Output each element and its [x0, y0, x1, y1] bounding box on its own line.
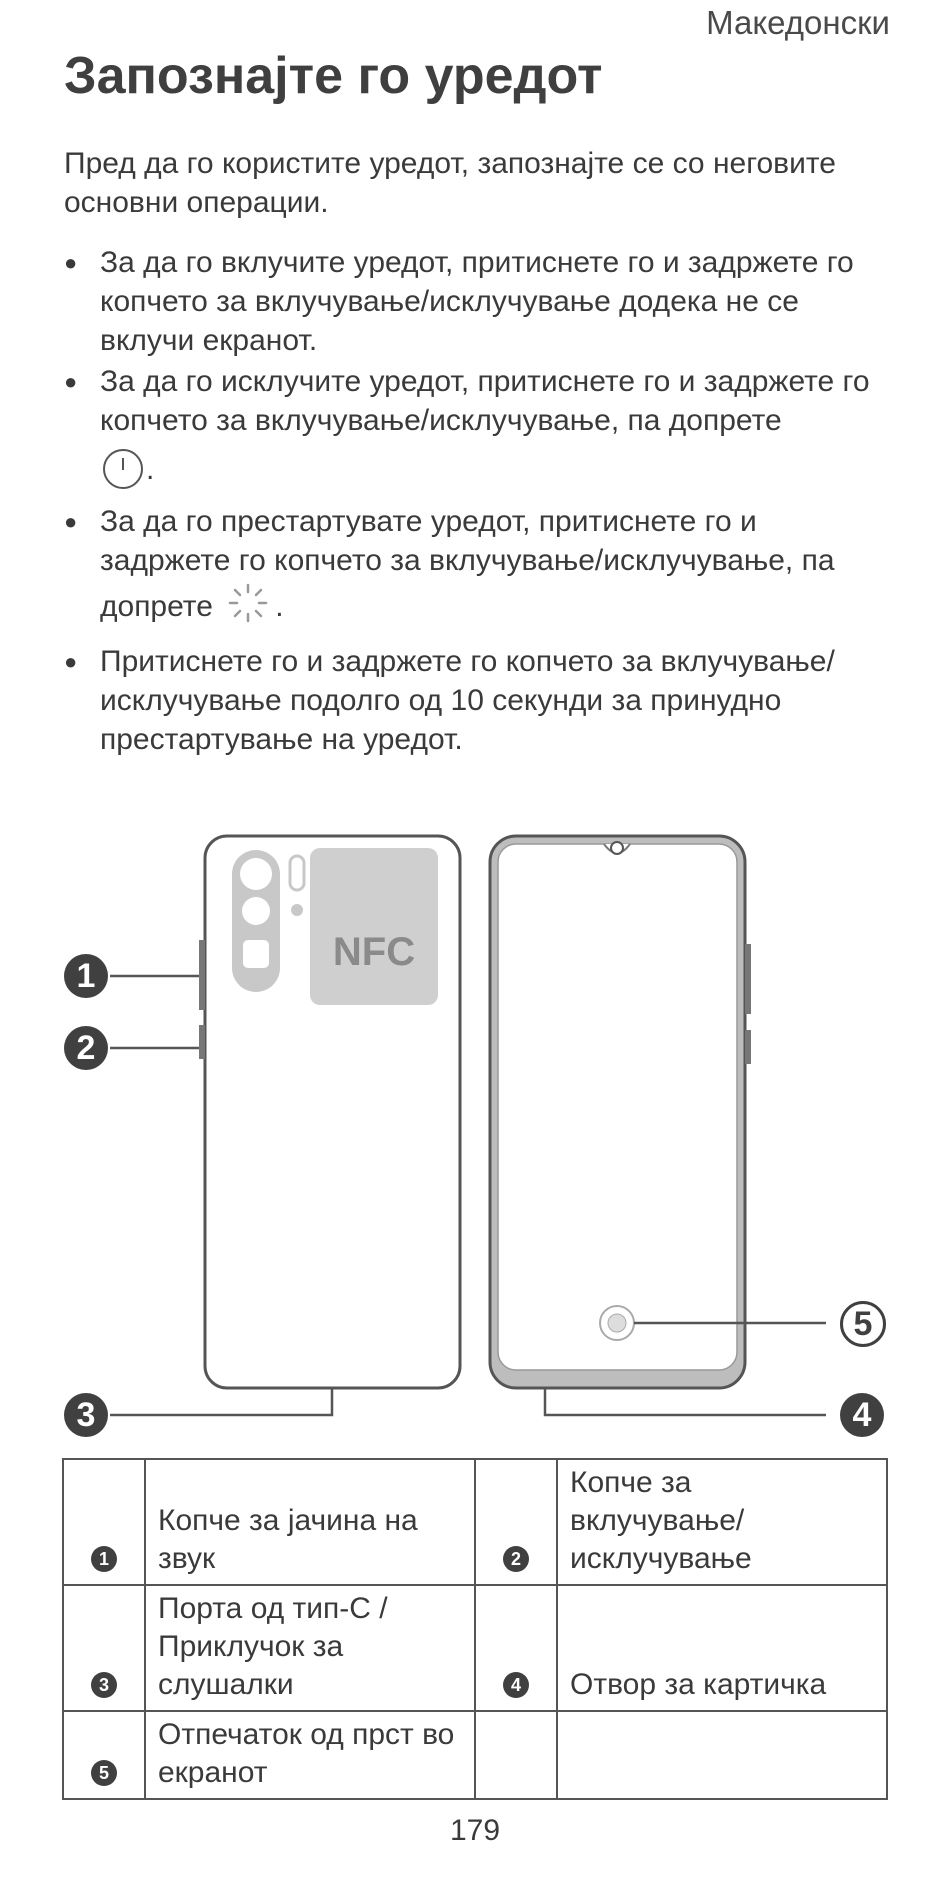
legend-label-cell: Отпечаток од прст во екранот [145, 1711, 475, 1799]
legend-number-cell: 5 [63, 1711, 145, 1799]
bullet-power-on [64, 243, 894, 360]
bullet-text: За да го вклучите уредот, притиснете го и задржете го копчето за вклучување/исклучување додека не се вклучи екранот. [100, 246, 854, 357]
legend-label-cell: Порта од тип-C / Приклучок за слушалки [145, 1585, 475, 1711]
callout-5: 5 [840, 1301, 886, 1347]
bullet-text: За да го престартувате уредот, притиснете го и задржете го копчето за вклучување/исклучување, па допрете . [100, 502, 894, 636]
page-title: Запознајте го уредот [64, 47, 603, 105]
bullet-power-off [64, 362, 894, 502]
legend-number-cell: 1 [63, 1459, 145, 1585]
bullet-text: Притиснете го и задржете го копчето за вклучување/исклучување подолго од 10 секунди за принудно престартување на уредот. [100, 645, 835, 756]
bullet-dot: ● [64, 250, 78, 275]
legend-number-cell [475, 1711, 557, 1799]
legend-number-cell: 2 [475, 1459, 557, 1585]
table-row [63, 1711, 887, 1799]
bullet-restart [64, 502, 894, 636]
table-row [63, 1459, 887, 1585]
nfc-label: NFC [332, 930, 416, 974]
bullet-force-restart [64, 642, 894, 759]
device-illustration [0, 820, 950, 1460]
bullet-dot: ● [64, 509, 78, 534]
bullet-dot: ● [64, 649, 78, 674]
restart-icon [225, 580, 271, 636]
legend-number-cell: 4 [475, 1585, 557, 1711]
phone-back [199, 836, 460, 1388]
legend-label-cell: Отвор за картичка [557, 1585, 887, 1711]
legend-label-cell [557, 1711, 887, 1799]
callout-2: 2 [64, 1026, 108, 1070]
legend-number-cell: 3 [63, 1585, 145, 1711]
page-number: 179 [449, 1814, 501, 1847]
bullet-text: За да го исклучите уредот, притиснете го и задржете го копчето за вклучување/исклучување, па допрете . [100, 362, 894, 502]
table-row [63, 1585, 887, 1711]
language-label: Македонски [706, 4, 890, 41]
bullet-dot: ● [64, 369, 78, 394]
callout-3: 3 [64, 1393, 108, 1437]
intro-paragraph: Пред да го користите уредот, запознајте се со неговите основни операции. [64, 147, 836, 219]
callout-1: 1 [64, 954, 108, 998]
phone-front [490, 836, 751, 1388]
callout-4: 4 [840, 1393, 884, 1437]
legend-table [62, 1458, 888, 1800]
power-icon [100, 446, 146, 502]
legend-label-cell: Копче за вклучување/ исклучување [557, 1459, 887, 1585]
device-diagram [0, 820, 950, 1460]
legend-label-cell: Копче за јачина на звук [145, 1459, 475, 1585]
